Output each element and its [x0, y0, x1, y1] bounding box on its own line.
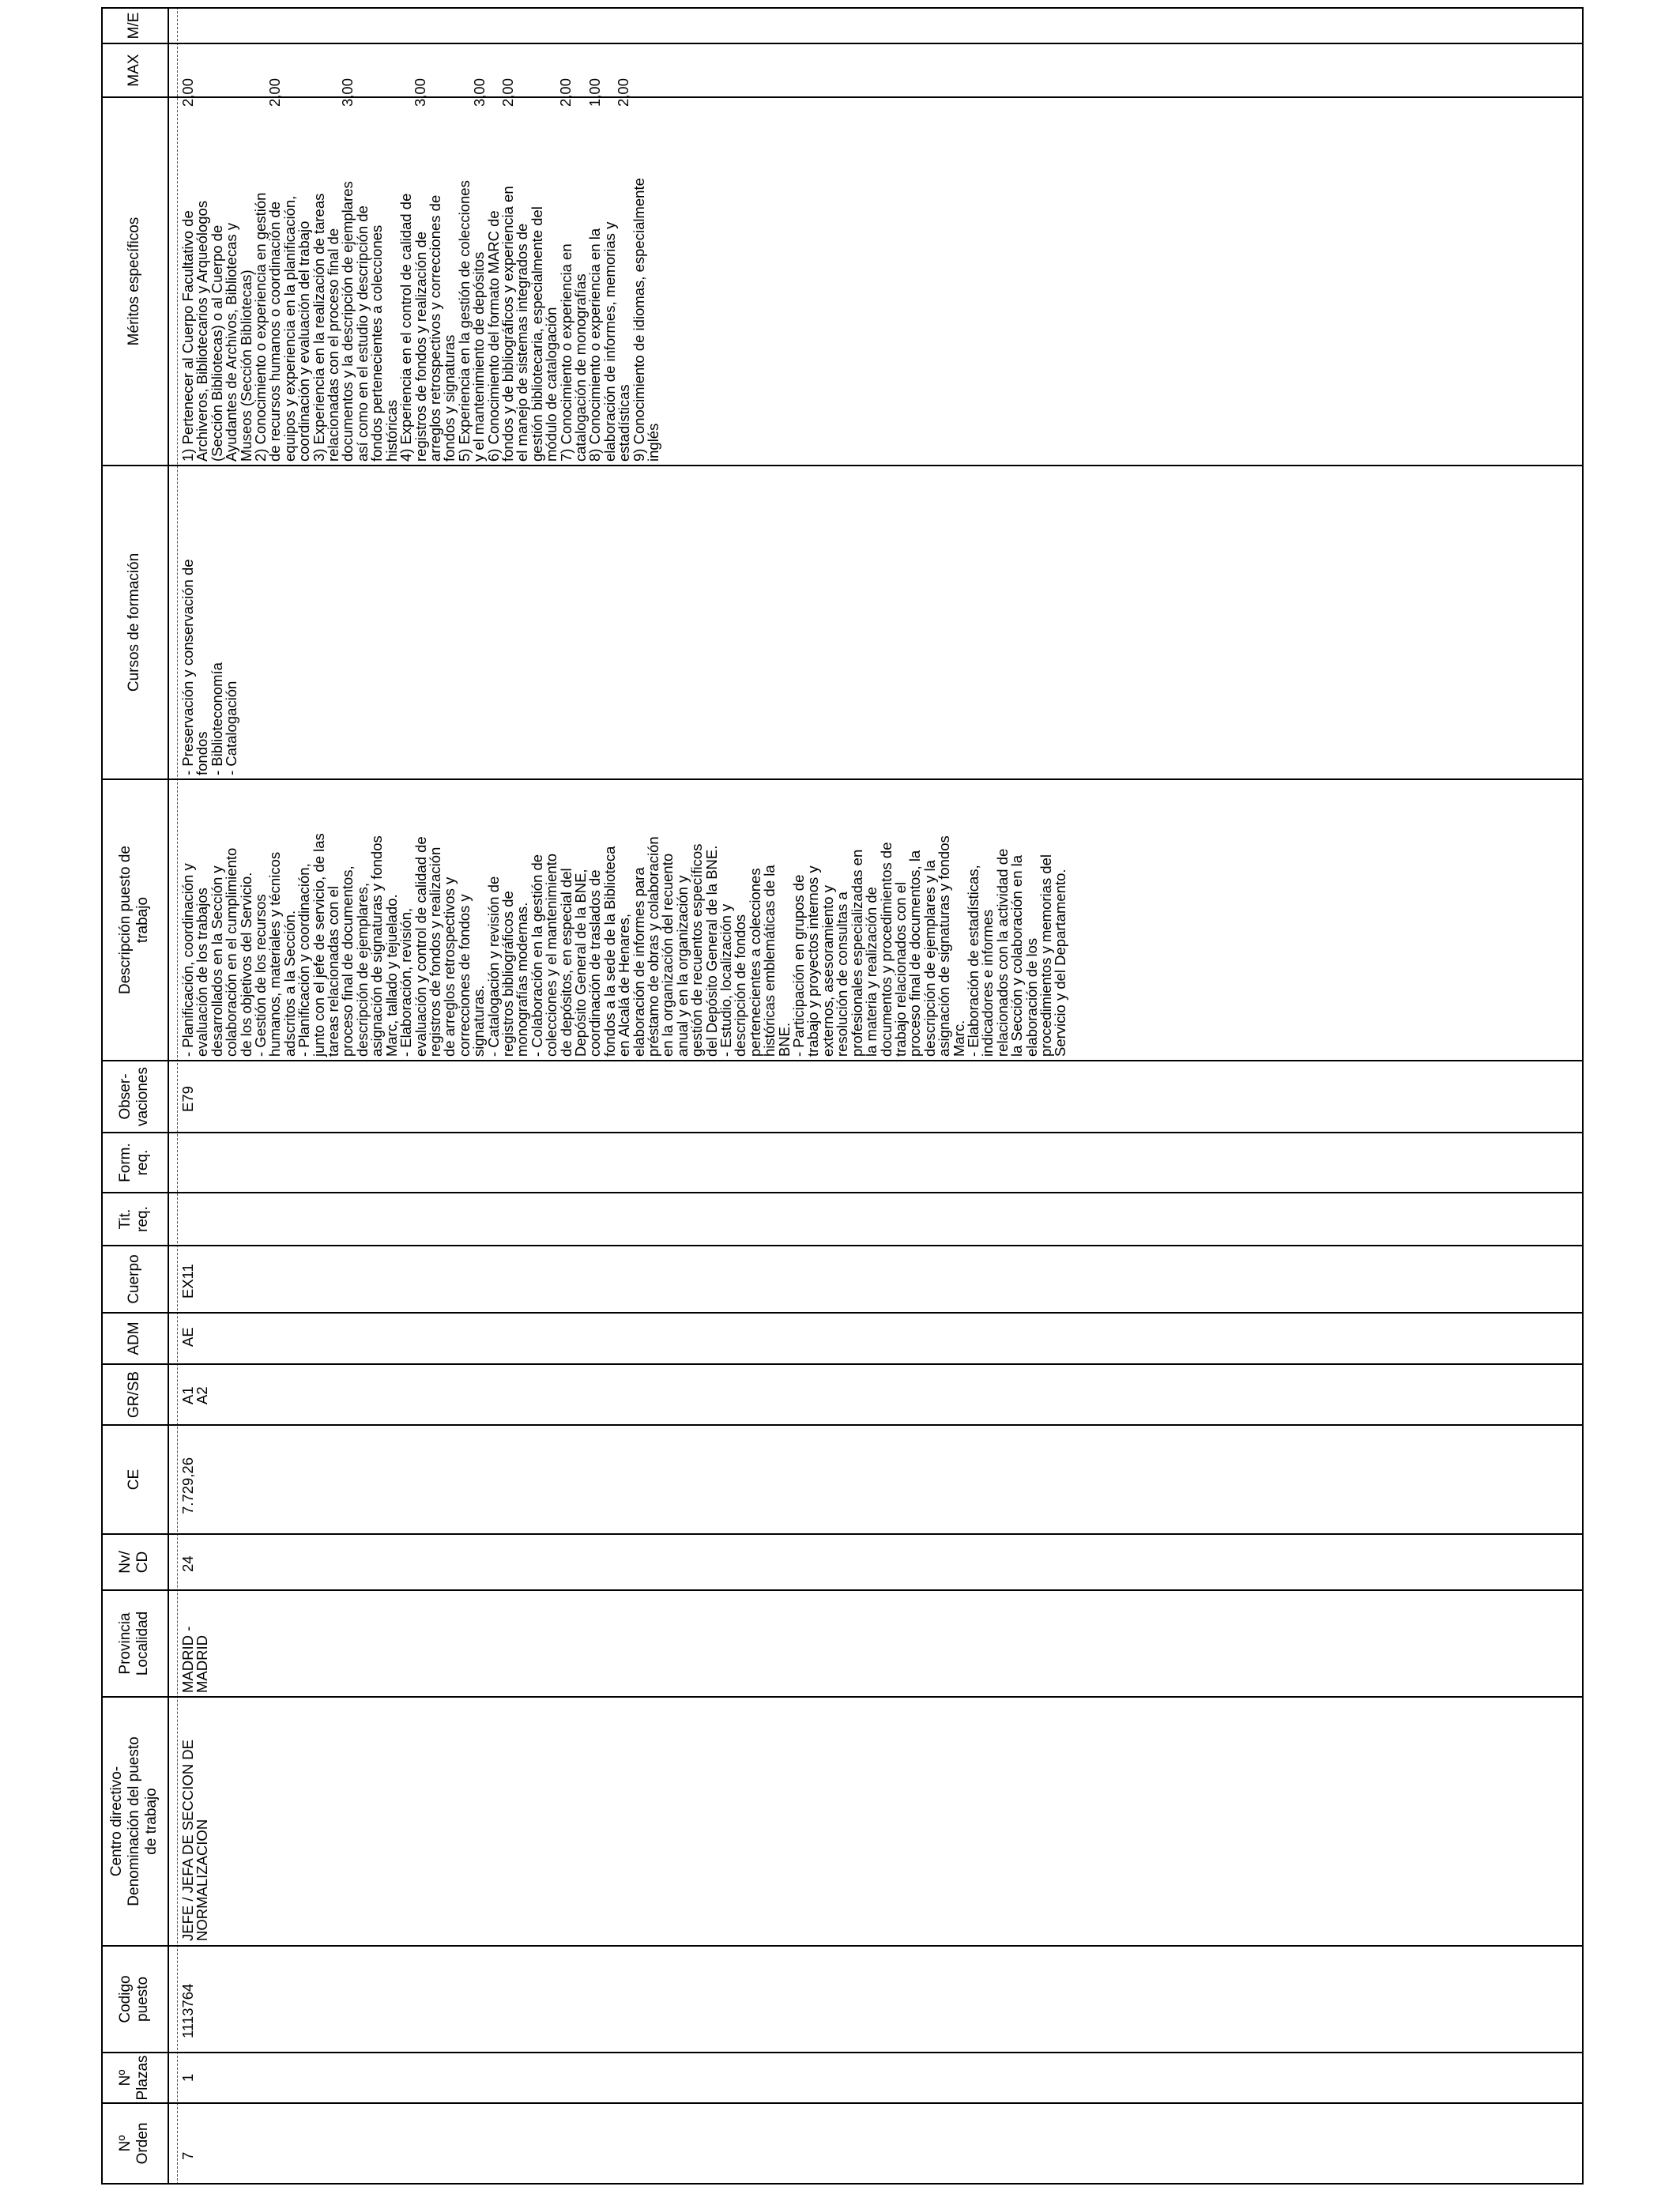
cell-adm: AE: [179, 1327, 196, 1347]
cell-cuerpo: EX11: [179, 1264, 196, 1299]
col-line: [101, 1245, 1584, 1246]
header-observaciones: Obser- vaciones: [117, 1067, 151, 1126]
col-line: [101, 1589, 1584, 1591]
header-me: M/E: [126, 12, 142, 40]
header-bottom-line: [168, 7, 169, 2185]
col-line: [101, 1424, 1584, 1426]
col-line: [101, 1312, 1584, 1314]
cell-max-4: 3,00: [412, 77, 428, 107]
header-grsb: GR/SB: [126, 1370, 142, 1419]
header-tit: Tit. req.: [117, 1206, 151, 1232]
cell-provincia: MADRID - MADRID: [179, 1626, 211, 1693]
header-adm: ADM: [126, 1321, 142, 1355]
col-line: [101, 7, 1584, 9]
cell-max-7: 2,00: [557, 77, 574, 107]
col-line: [101, 1132, 1584, 1133]
cell-ce: 7.729,26: [179, 1457, 196, 1514]
header-orden: Nº Orden: [117, 2122, 151, 2165]
header-meritos: Méritos específicos: [126, 217, 142, 346]
header-nvcd: Nv/ CD: [117, 1551, 151, 1574]
cell-observaciones: E79: [179, 1086, 196, 1112]
cell-orden: 7: [179, 2151, 196, 2160]
header-plazas: Nº Plazas: [117, 2055, 151, 2101]
cell-codigo: 1113764: [179, 1983, 196, 2038]
col-line: [101, 96, 1584, 98]
header-provincia: Provincia Localidad: [117, 1611, 151, 1676]
cell-max-3: 3,00: [339, 77, 356, 107]
header-centro: Centro directivo- Denominación del puesto de trabajo: [108, 1736, 160, 1906]
cell-nvcd: 24: [179, 1555, 196, 1572]
col-line: [101, 43, 1584, 44]
cell-max-9: 2,00: [615, 77, 631, 107]
col-line: [101, 1060, 1584, 1061]
cell-max-1: 2,00: [179, 77, 196, 107]
col-line: [101, 2052, 1584, 2053]
cell-max-2: 2,00: [266, 77, 283, 107]
cell-max-8: 1,00: [586, 77, 603, 107]
table-border-bottom: [1582, 7, 1584, 2185]
col-line: [101, 1533, 1584, 1535]
vacancy-table: [101, 7, 1584, 2185]
cell-plazas: 1: [179, 2073, 196, 2082]
header-ce: CE: [126, 1468, 142, 1491]
header-cursos: Cursos de formación: [126, 552, 142, 692]
col-line: [101, 2183, 1584, 2185]
row-dashed-line: [177, 7, 178, 2185]
col-line: [101, 1945, 1584, 1947]
cell-centro: JEFE / JEFA DE SECCION DE NORMALIZACION: [179, 1740, 211, 1941]
col-line: [101, 465, 1584, 466]
cell-max-5: 3,00: [471, 77, 488, 107]
cell-grsb: A1 A2: [179, 1386, 211, 1404]
header-descripcion: Descripción puesto de trabajo: [117, 846, 151, 994]
header-cuerpo: Cuerpo: [126, 1254, 142, 1304]
header-form: Form. req.: [117, 1143, 151, 1182]
col-line: [101, 1363, 1584, 1365]
cell-descripcion: - Planificación, coordinación y evaluación de los trabajos desarrollados en la Sección y colaboración en el cumplimiento de los objetivos del Servicio. - Gestión de los recursos humanos, materiales y técnicos adscritos a la Sección. - Planificación y coordinación, junto con el jefe de servicio, de las tareas relacionadas con el proceso final de documentos, descripción de ejemplares, asignación de signaturas y fondos Marc, tallado y tejuelado. - Elaboración, revisión, evaluación y control de calidad de registros de fondos y realización de arreglos retrospectivos y correcciones de fondos y signaturas. - Catalogación y revisión de registros bibliográficos de monografías modernas. - Colaboración en la gestión de colecciones y el mantenimiento de depósitos, en especial del Depósito General de la BNE, coordinación de traslados de fondos a la sede de la Biblioteca en Alcalá de Henares, elaboración de informes para préstamo de obras y colaboración en la organización del recuento anual y en la organización y gestión de recuentos específicos del Depósito General de la BNE. - Estudio, localización y descripción de fondos pertenecientes a colecciones históricas emblemáticas de la BNE. - Participación en grupos de trabajo y proyectos internos y externos, asesoramiento y resolución de consultas a profesionales especializadas en la materia y realización de documentos y procedimientos de trabajo relacionados con el proceso final de documentos, la descripción de ejemplares y la asignación de signaturas y fondos Marc. - Elaboración de estadísticas, indicadores e informes relacionados con la actividad de la Sección y colaboración en la elaboración de los procedimientos y memorias del Servicio y del Departamento.: [179, 833, 1069, 1057]
cell-cursos: - Preservación y conservación de fondos - Biblioteconomía - Catalogación: [179, 559, 240, 775]
header-max: MAX: [126, 54, 142, 87]
col-line: [101, 1696, 1584, 1698]
cell-meritos: 1) Pertenecer al Cuerpo Facultativo de Archiveros, Bibliotecarios y Arqueólogos (Sección Bibliotecas) o al Cuerpo de Ayudantes de Archivos, Bibliotecas y Museos (Sección Bibliotecas) 2) Conocimiento o experiencia en gestión de recursos humanos o coordinación de equipos y experiencia en la planificación, coordinación y evaluación del trabajo 3) Experiencia en la realización de tareas relacionadas con el proceso final de documentos y la descripción de ejemplares así como en el estudio y descripción de fondos pertenecientes a colecciones históricas 4) Experiencia en el control de calidad de registros de fondos y realización de arreglos retrospectivos y correcciones de fondos y signaturas 5) Experiencia en la gestión de colecciones y el mantenimiento de depósitos 6) Conocimiento del formato MARC de fondos y de bibliográficos y experiencia en el manejo de sistemas integrados de gestión bibliotecaria, especialmente del módulo de catalogación 7) Conocimiento o experiencia en catalogación de monografías 8) Conocimiento o experiencia en la elaboración de informes, memorias y estadísticas 9) Conocimiento de idiomas, especialmente inglés: [179, 178, 661, 462]
cell-max-6: 2,00: [499, 77, 516, 107]
col-line: [101, 2102, 1584, 2104]
col-line: [101, 1192, 1584, 1193]
header-codigo: Codigo puesto: [117, 1975, 151, 2023]
